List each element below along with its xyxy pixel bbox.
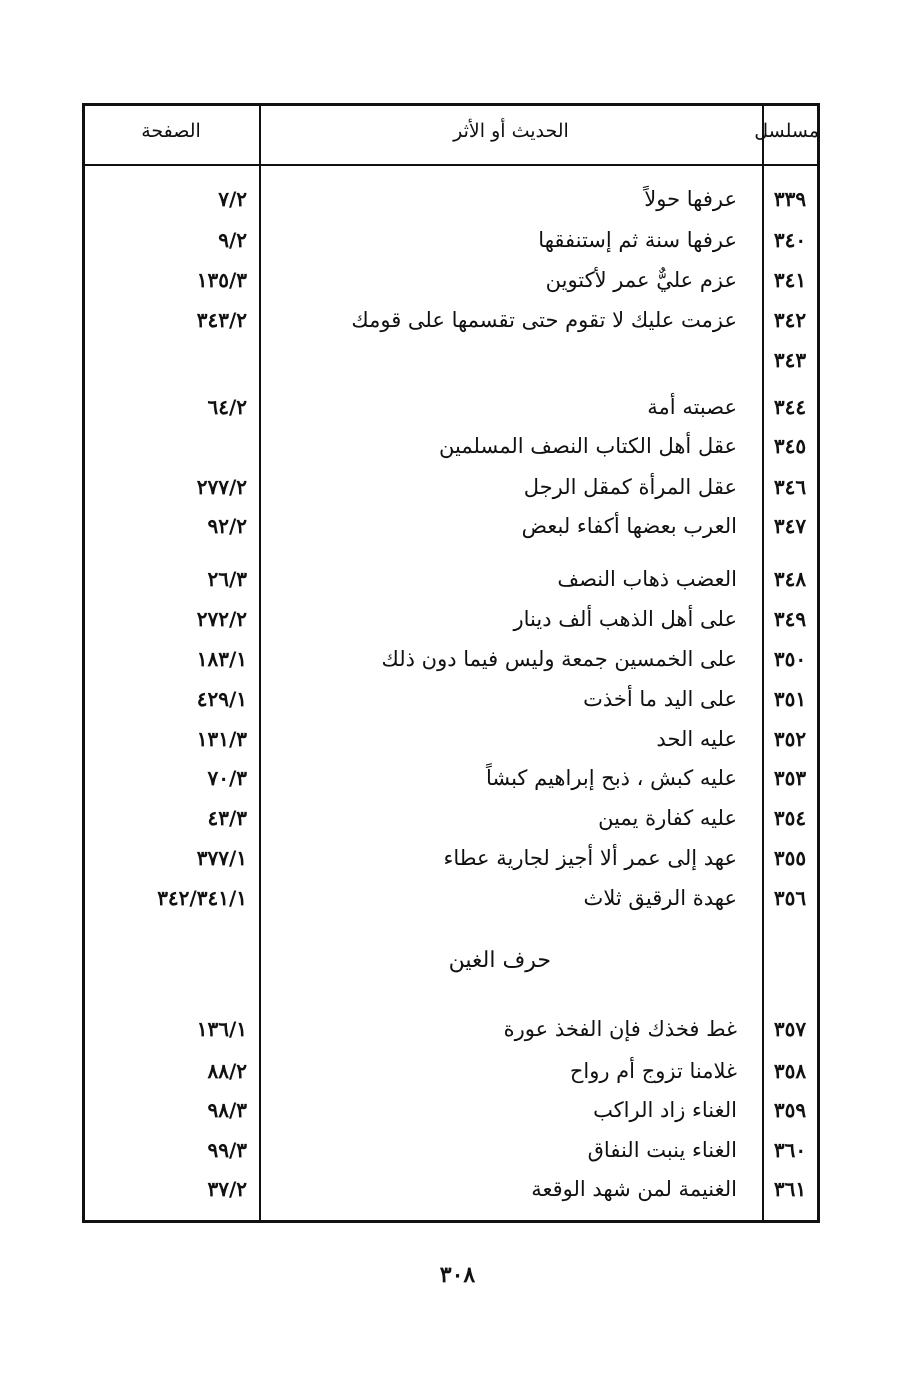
- table-row: [85, 603, 817, 643]
- row-number: ٣٥٤: [773, 806, 807, 830]
- table-row: [85, 762, 817, 802]
- table-row: [85, 1173, 817, 1213]
- row-text: الغناء زاد الراكب: [593, 1098, 737, 1122]
- row-text: العضب ذهاب النصف: [557, 567, 737, 591]
- row-number: ٣٥٧: [773, 1017, 807, 1041]
- table-row: [85, 1094, 817, 1134]
- header-divider: [85, 164, 817, 166]
- row-text: عليه الحد: [656, 727, 737, 751]
- section-title: حرف الغين: [448, 948, 551, 973]
- header-number: مسلسل: [754, 120, 819, 142]
- table-row: [85, 391, 817, 431]
- row-number: ٣٥٥: [773, 846, 807, 870]
- table-row: [85, 842, 817, 882]
- table-row: [85, 1134, 817, 1174]
- header-text: الحديث أو الأثر: [453, 120, 569, 142]
- row-text: غلامنا تزوج أم رواح: [569, 1059, 737, 1083]
- row-page: ٣٤٢/٣٤١/١: [157, 886, 247, 910]
- row-number: ٣٤٧: [773, 514, 807, 538]
- row-page: ٦٤/٢: [207, 395, 247, 419]
- table-row: [85, 430, 817, 470]
- row-number: ٣٦١: [773, 1177, 807, 1201]
- table-row: [85, 1013, 817, 1053]
- row-number: ٣٤٩: [773, 607, 807, 631]
- row-text: عرفها سنة ثم إستنفقها: [538, 228, 737, 252]
- row-number: ٣٤٠: [773, 228, 807, 252]
- row-number: ٣٤٥: [773, 434, 807, 458]
- row-page: ٧٠/٣: [207, 766, 247, 790]
- table-row: [85, 224, 817, 264]
- row-number: ٣٥٢: [773, 727, 807, 751]
- row-number: ٣٤٨: [773, 567, 807, 591]
- row-text: عزمت عليك لا تقوم حتى تقسمها على قومك: [351, 308, 737, 332]
- row-text: على الخمسين جمعة وليس فيما دون ذلك: [381, 647, 737, 671]
- table-row: [85, 510, 817, 550]
- row-number: ٣٤٤: [773, 395, 807, 419]
- row-text: العرب بعضها أكفاء لبعض: [521, 514, 737, 538]
- row-text: عليه كبش ، ذبح إبراهيم كبشاً: [485, 766, 737, 790]
- row-page: ٩٨/٣: [207, 1098, 247, 1122]
- table-row: [85, 643, 817, 683]
- row-page: ٩٢/٢: [207, 514, 247, 538]
- row-page: ٤٢٩/١: [196, 687, 247, 711]
- table-row: [85, 1055, 817, 1095]
- table-row: [85, 344, 817, 384]
- row-page: ١٣٦/١: [196, 1017, 247, 1041]
- row-page: ٣٤٣/٢: [196, 308, 247, 332]
- row-number: ٣٦٠: [773, 1138, 807, 1162]
- row-number: ٣٤٣: [773, 348, 807, 372]
- row-text: عرفها حولاً: [644, 187, 737, 211]
- row-text: غط فخذك فإن الفخذ عورة: [503, 1017, 737, 1041]
- row-text: عزم عليٌّ عمر لأكتوين: [545, 268, 737, 292]
- row-number: ٣٥٠: [773, 647, 807, 671]
- row-text: عهد إلى عمر ألا أجيز لجارية عطاء: [443, 846, 737, 870]
- row-text: على أهل الذهب ألف دينار: [513, 607, 737, 631]
- row-number: ٣٥٨: [773, 1059, 807, 1083]
- row-page: ٤٣/٣: [207, 806, 247, 830]
- row-number: ٣٤٢: [773, 308, 807, 332]
- row-number: ٣٥٩: [773, 1098, 807, 1122]
- row-page: ٢٦/٣: [207, 567, 247, 591]
- row-page: ١٨٣/١: [196, 647, 247, 671]
- table-row: [85, 471, 817, 511]
- row-page: ٢٧٢/٢: [196, 607, 247, 631]
- row-number: ٣٤١: [773, 268, 807, 292]
- row-text: عليه كفارة يمين: [598, 806, 737, 830]
- row-text: عصبته أمة: [647, 395, 737, 419]
- row-text: عقل المرأة كمقل الرجل: [523, 475, 737, 499]
- table-row: [85, 563, 817, 603]
- row-text: عهدة الرقيق ثلاث: [583, 886, 737, 910]
- page-number: ٣٠٨: [439, 1262, 476, 1288]
- row-page: ٢٧٧/٢: [196, 475, 247, 499]
- row-number: ٣٥٦: [773, 886, 807, 910]
- row-text: على اليد ما أخذت: [583, 687, 737, 711]
- row-page: ١٣١/٣: [196, 727, 247, 751]
- table-row: [85, 183, 817, 223]
- row-page: ٩/٢: [218, 228, 247, 252]
- table-row: [85, 264, 817, 304]
- row-page: ٣٧٧/١: [196, 846, 247, 870]
- row-text: الغنيمة لمن شهد الوقعة: [531, 1177, 737, 1201]
- table-row: [85, 723, 817, 763]
- header-page: الصفحة: [141, 120, 201, 142]
- row-number: ٣٥١: [773, 687, 807, 711]
- row-number: ٣٣٩: [773, 187, 807, 211]
- row-page: ٧/٢: [218, 187, 247, 211]
- row-text: عقل أهل الكتاب النصف المسلمين: [439, 434, 737, 458]
- table-row: [85, 802, 817, 842]
- table-row: [85, 882, 817, 922]
- index-table: [82, 103, 820, 1223]
- row-page: ٨٨/٢: [207, 1059, 247, 1083]
- row-page: ١٣٥/٣: [196, 268, 247, 292]
- table-row: [85, 304, 817, 344]
- row-number: ٣٤٦: [773, 475, 807, 499]
- row-page: ٩٩/٣: [207, 1138, 247, 1162]
- row-page: ٣٧/٢: [207, 1177, 247, 1201]
- row-number: ٣٥٣: [773, 766, 807, 790]
- row-text: الغناء ينبت النفاق: [587, 1138, 737, 1162]
- table-row: [85, 683, 817, 723]
